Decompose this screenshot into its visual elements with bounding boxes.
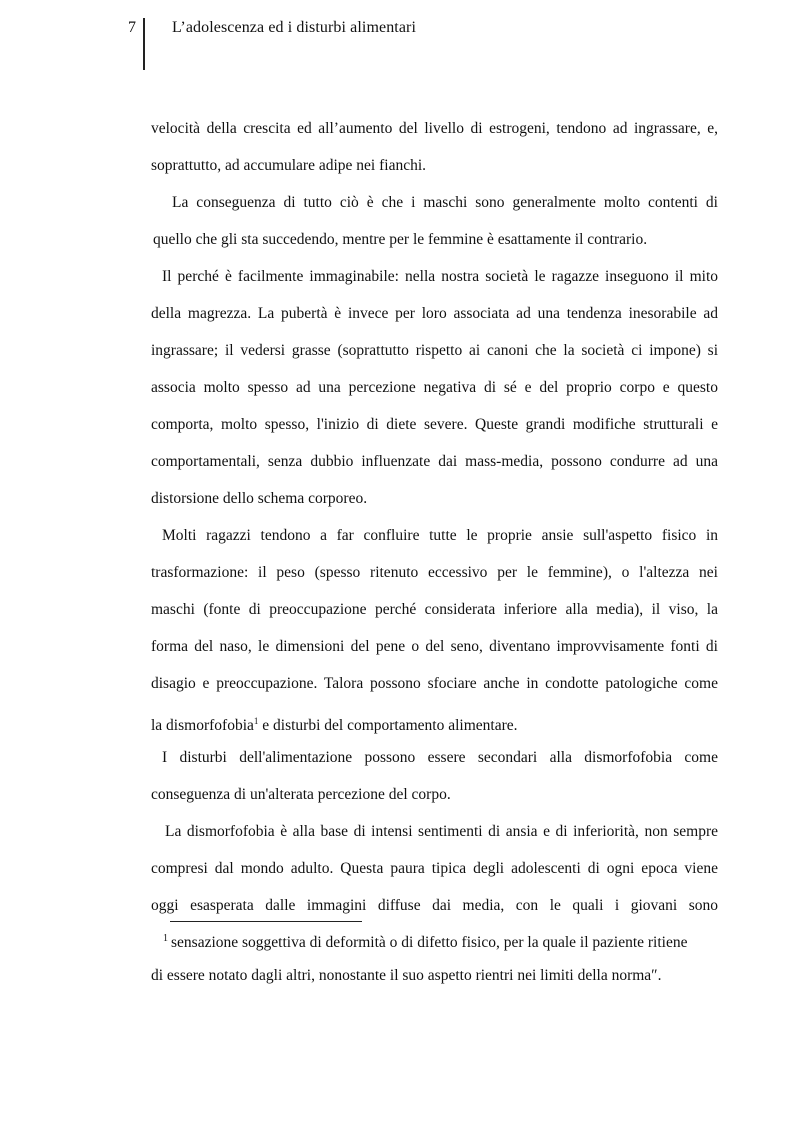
footnote-separator xyxy=(170,921,362,922)
footnote xyxy=(151,925,718,999)
text-line: oggi esasperata dalle immagini diffuse dai media, con le quali i giovani sono xyxy=(151,897,718,914)
footnote-reference[interactable]: 1 xyxy=(253,716,259,726)
text-line: velocità della crescita ed all’aumento del livello di estrogeni, tendono ad ingrassare, e, xyxy=(151,120,718,137)
paragraph-start: La conseguenza di tutto ciò è che i maschi sono generalmente molto contenti di xyxy=(172,194,718,211)
text-line: forma del naso, le dimensioni del pene o del seno, diventano improvvisamente fonti di xyxy=(151,638,718,655)
footnote-line xyxy=(151,925,718,962)
page-number: 7 xyxy=(128,19,136,36)
text-line: distorsione dello schema corporeo. xyxy=(151,490,368,507)
text-line-with-footnote-ref xyxy=(151,707,718,744)
text-line: comporta, molto spesso, l'inizio di diete severe. Queste grandi modifiche strutturali e xyxy=(151,416,718,433)
text-line: associa molto spesso ad una percezione negativa di sé e del proprio corpo e questo xyxy=(151,379,718,396)
paragraph-start: Molti ragazzi tendono a far confluire tutte le proprie ansie sull'aspetto fisico in xyxy=(162,527,718,544)
running-title: L’adolescenza ed i disturbi alimentari xyxy=(172,19,417,36)
text-line: comportamentali, senza dubbio influenzate dai mass-media, possono condurre ad una xyxy=(151,453,718,470)
text-line: maschi (fonte di preoccupazione perché considerata inferiore alla media), il viso, la xyxy=(151,601,718,618)
text-line: disagio e preoccupazione. Talora possono sfociare anche in condotte patologiche come xyxy=(151,675,718,692)
text-line: trasformazione: il peso (spesso ritenuto eccessivo per le femmine), o l'altezza nei xyxy=(151,564,718,581)
header-divider xyxy=(143,18,145,70)
page-header xyxy=(0,0,793,80)
text-fragment: la dismorfofobia xyxy=(151,717,254,734)
paragraph-start: I disturbi dell'alimentazione possono essere secondari alla dismorfofobia come xyxy=(162,749,718,766)
paragraph-start: Il perché è facilmente immaginabile: nella nostra società le ragazze inseguono il mito xyxy=(162,268,718,285)
text-line: della magrezza. La pubertà è invece per loro associata ad una tendenza inesorabile ad xyxy=(151,305,718,322)
text-line: ingrassare; il vedersi grasse (soprattutto rispetto ai canoni che la società ci impone) si xyxy=(151,342,718,359)
footnote-marker: 1 xyxy=(163,933,168,944)
text-line: conseguenza di un'alterata percezione del corpo. xyxy=(151,786,451,803)
text-fragment: e disturbi del comportamento alimentare. xyxy=(258,717,518,734)
footnote-text: sensazione soggettiva di deformità o di difetto fisico, per la quale il paziente ritiene xyxy=(171,934,688,951)
text-line: compresi dal mondo adulto. Questa paura tipica degli adolescenti di ogni epoca viene xyxy=(151,860,718,877)
paragraph-start: La dismorfofobia è alla base di intensi sentimenti di ansia e di inferiorità, non sempre xyxy=(165,823,718,840)
text-line: soprattutto, ad accumulare adipe nei fianchi. xyxy=(151,157,427,174)
footnote-line: di essere notato dagli altri, nonostante il suo aspetto rientri nei limiti della norma″. xyxy=(151,967,662,984)
text-line: quello che gli sta succedendo, mentre per le femmine è esattamente il contrario. xyxy=(153,231,648,248)
body-text xyxy=(151,115,718,929)
